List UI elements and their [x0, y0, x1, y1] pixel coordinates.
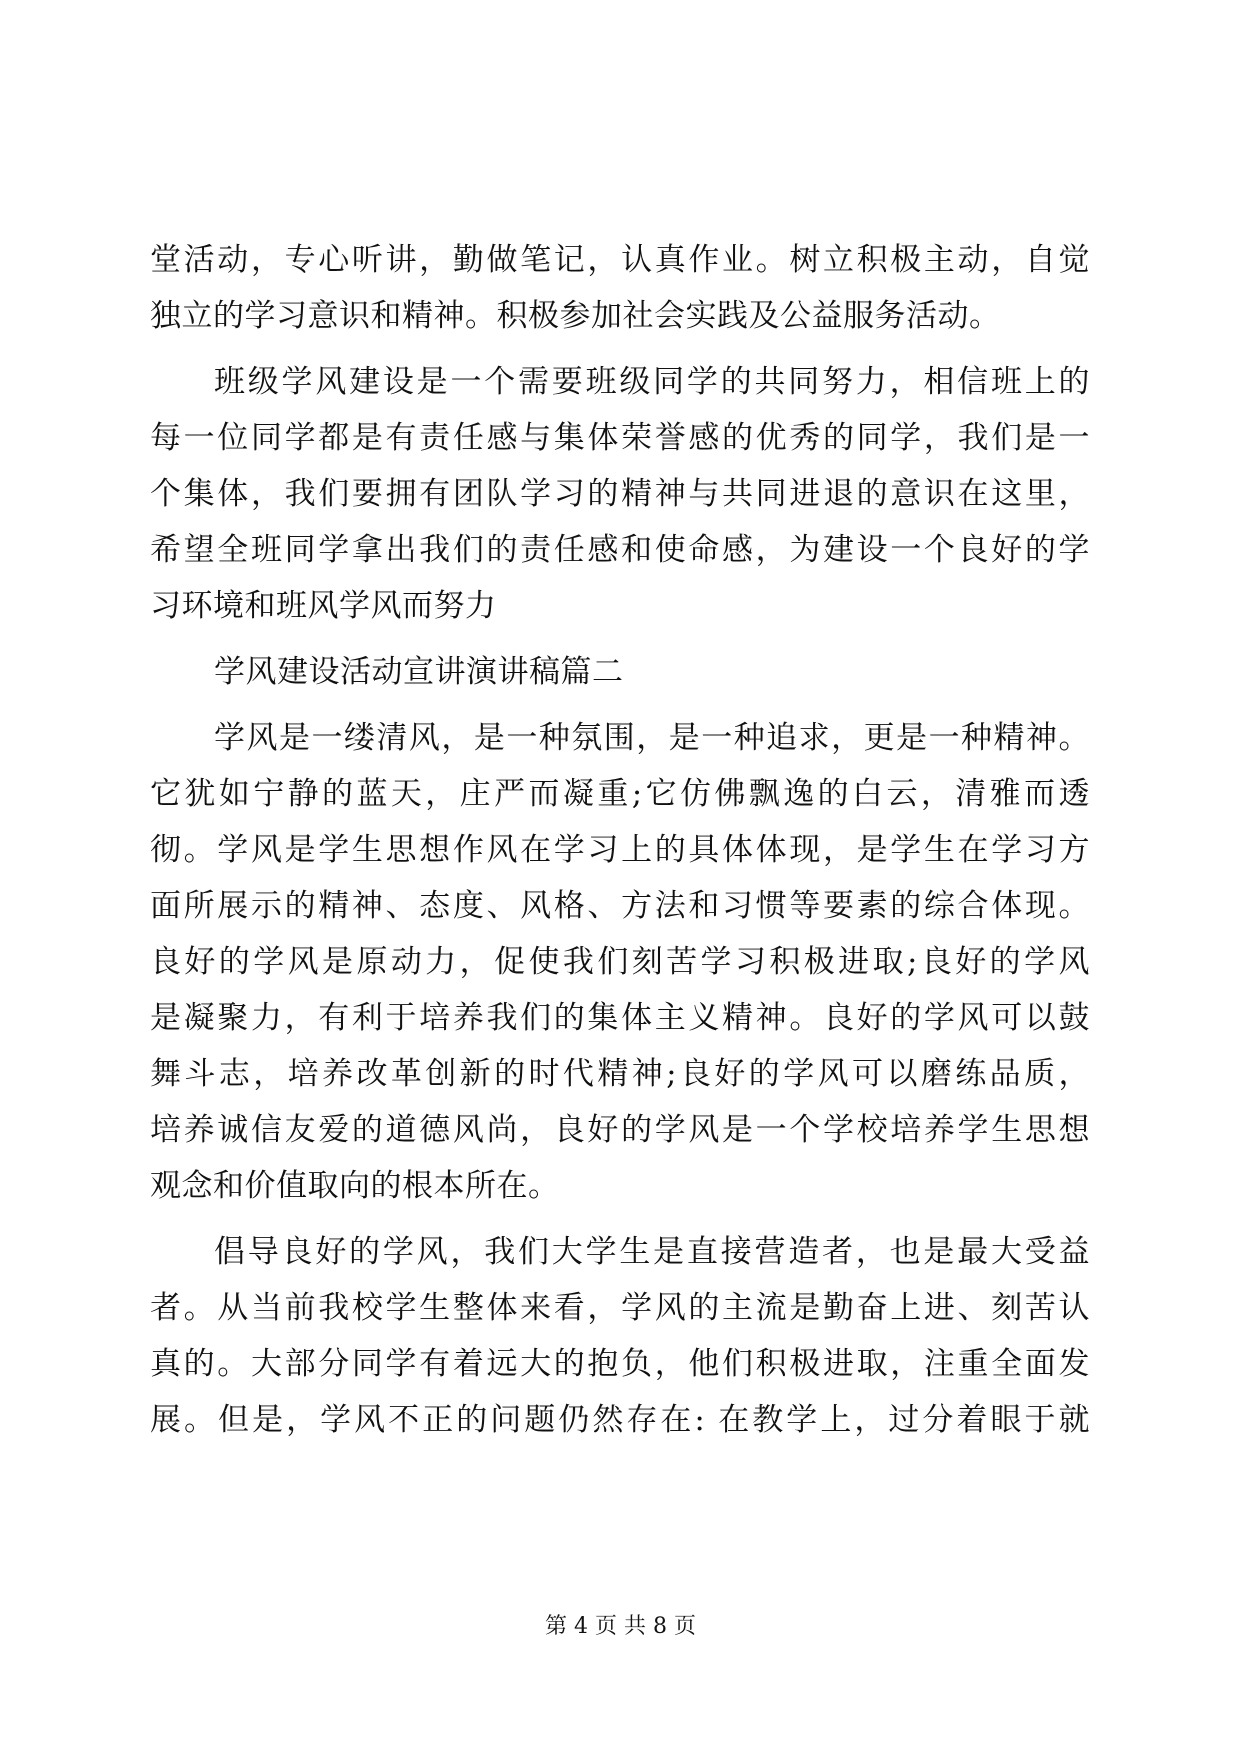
text-line: 舞斗志，培养改革创新的时代精神;良好的学风可以磨练品质，: [150, 1056, 1090, 1092]
paragraph-1: [150, 232, 1090, 344]
section-heading-text: 学风建设活动宣讲演讲稿篇二: [214, 654, 624, 690]
text-line: 是凝聚力，有利于培养我们的集体主义精神。良好的学风可以鼓: [150, 1000, 1090, 1036]
text-line: 个集体，我们要拥有团队学习的精神与共同进退的意识在这里，: [150, 476, 1090, 512]
page-number-footer: 第 4 页 共 8 页: [545, 1614, 696, 1639]
text-line: 学风是一缕清风，是一种氛围，是一种追求，更是一种精神。: [214, 720, 1090, 756]
text-line: 培养诚信友爱的道德风尚，良好的学风是一个学校培养学生思想: [150, 1112, 1090, 1148]
document-body: [150, 232, 1090, 1458]
text-line: 每一位同学都是有责任感与集体荣誉感的优秀的同学，我们是一: [150, 420, 1090, 456]
text-line: 它犹如宁静的蓝天，庄严而凝重;它仿佛飘逸的白云，清雅而透: [150, 776, 1090, 812]
text-line: 希望全班同学拿出我们的责任感和使命感，为建设一个良好的学: [150, 532, 1090, 568]
text-line: 观念和价值取向的根本所在。: [150, 1168, 560, 1204]
paragraph-4: [150, 1224, 1090, 1448]
text-line: 面所展示的精神、态度、风格、方法和习惯等要素的综合体现。: [150, 888, 1090, 924]
text-line: 班级学风建设是一个需要班级同学的共同努力，相信班上的: [214, 364, 1090, 400]
paragraph-2: [150, 354, 1090, 634]
text-line: 真的。大部分同学有着远大的抱负，他们积极进取，注重全面发: [150, 1346, 1090, 1382]
paragraph-3: [150, 710, 1090, 1214]
text-line: 习环境和班风学风而努力: [150, 588, 497, 624]
text-line: 良好的学风是原动力，促使我们刻苦学习积极进取;良好的学风: [150, 944, 1090, 980]
text-line: 展。但是，学风不正的问题仍然存在: 在教学上，过分着眼于就: [150, 1402, 1090, 1438]
text-line: 者。从当前我校学生整体来看，学风的主流是勤奋上进、刻苦认: [150, 1290, 1090, 1326]
text-line: 堂活动，专心听讲，勤做笔记，认真作业。树立积极主动，自觉: [150, 242, 1090, 278]
text-line: 彻。学风是学生思想作风在学习上的具体体现，是学生在学习方: [150, 832, 1090, 868]
section-heading: [150, 644, 1090, 700]
text-line: 倡导良好的学风，我们大学生是直接营造者，也是最大受益: [214, 1234, 1090, 1270]
text-line: 独立的学习意识和精神。积极参加社会实践及公益服务活动。: [150, 298, 1001, 334]
